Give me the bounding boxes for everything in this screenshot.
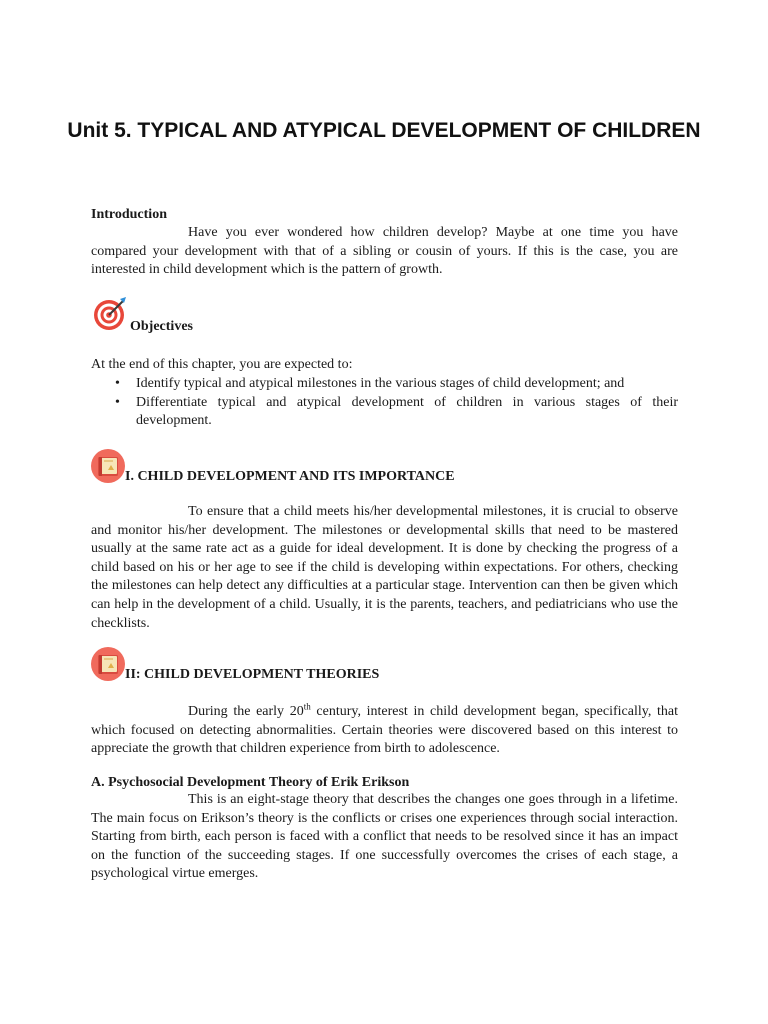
section1-paragraph (91, 503, 678, 633)
introduction-text: Have you ever wondered how children develop? Maybe at one time you have compared your development with that of a sibling or cousin of yours. If this is the case, you are interested in child development which is the pattern of growth. (91, 225, 678, 278)
section2-heading: II: CHILD DEVELOPMENT THEORIES (125, 667, 380, 682)
section2-text-end: century, interest in child development began, specifically, that which focused on detecting abnormalities. Certain theories were discovered based on this interest to appreciate the growth that children experience from birth to adolescence. (91, 704, 678, 757)
subsection-a-text: This is an eight-stage theory that describes the changes one goes through in a lifetime. The main focus on Erikson’s theory is the conflicts or crises one experiences through social interaction. Starting from birth, each person is faced with a conflict that needs to be resolved since it has an impact on the function of the succeeding stages. If one successfully overcomes the crises of each stage, a psychological virtue emerges. (91, 792, 678, 882)
objectives-heading: Objectives (130, 319, 193, 334)
target-icon (93, 296, 129, 332)
objectives-lead: At the end of this chapter, you are expected to: (91, 357, 353, 372)
introduction-paragraph (91, 224, 678, 280)
section1-text: To ensure that a child meets his/her developmental milestones, it is crucial to observe and monitor his/her development. The milestones or developmental skills that need to be mastered usually at the same rate act as a guide for ideal development. It is done by checking the progress of a child based on his or her age to see if the child is developing within expectations. For others, checking the milestones can help detect any difficulties at a particular stage. Intervention can then be given which can help in the development of a child. Usually, it is the parents, teachers, and pediatricians who use the checklists. (91, 504, 678, 631)
subsection-a-heading: A. Psychosocial Development Theory of Erik Erikson (91, 775, 410, 790)
list-item: • Identify typical and atypical milestones in the various stages of child development; and (91, 375, 678, 394)
unit-title: Unit 5. TYPICAL AND ATYPICAL DEVELOPMENT OF CHILDREN (67, 119, 701, 142)
book-icon (90, 646, 126, 682)
superscript: th (303, 701, 311, 712)
section1-heading: I. CHILD DEVELOPMENT AND ITS IMPORTANCE (125, 469, 455, 484)
introduction-heading: Introduction (91, 207, 167, 222)
section2-paragraph (91, 703, 678, 759)
subsection-a-paragraph (91, 791, 678, 884)
list-item: • Differentiate typical and atypical development of children in various stages of their development. (91, 394, 678, 431)
book-icon (90, 448, 126, 484)
objectives-list (91, 375, 678, 431)
section2-text-start: During the early 20 (188, 704, 304, 719)
